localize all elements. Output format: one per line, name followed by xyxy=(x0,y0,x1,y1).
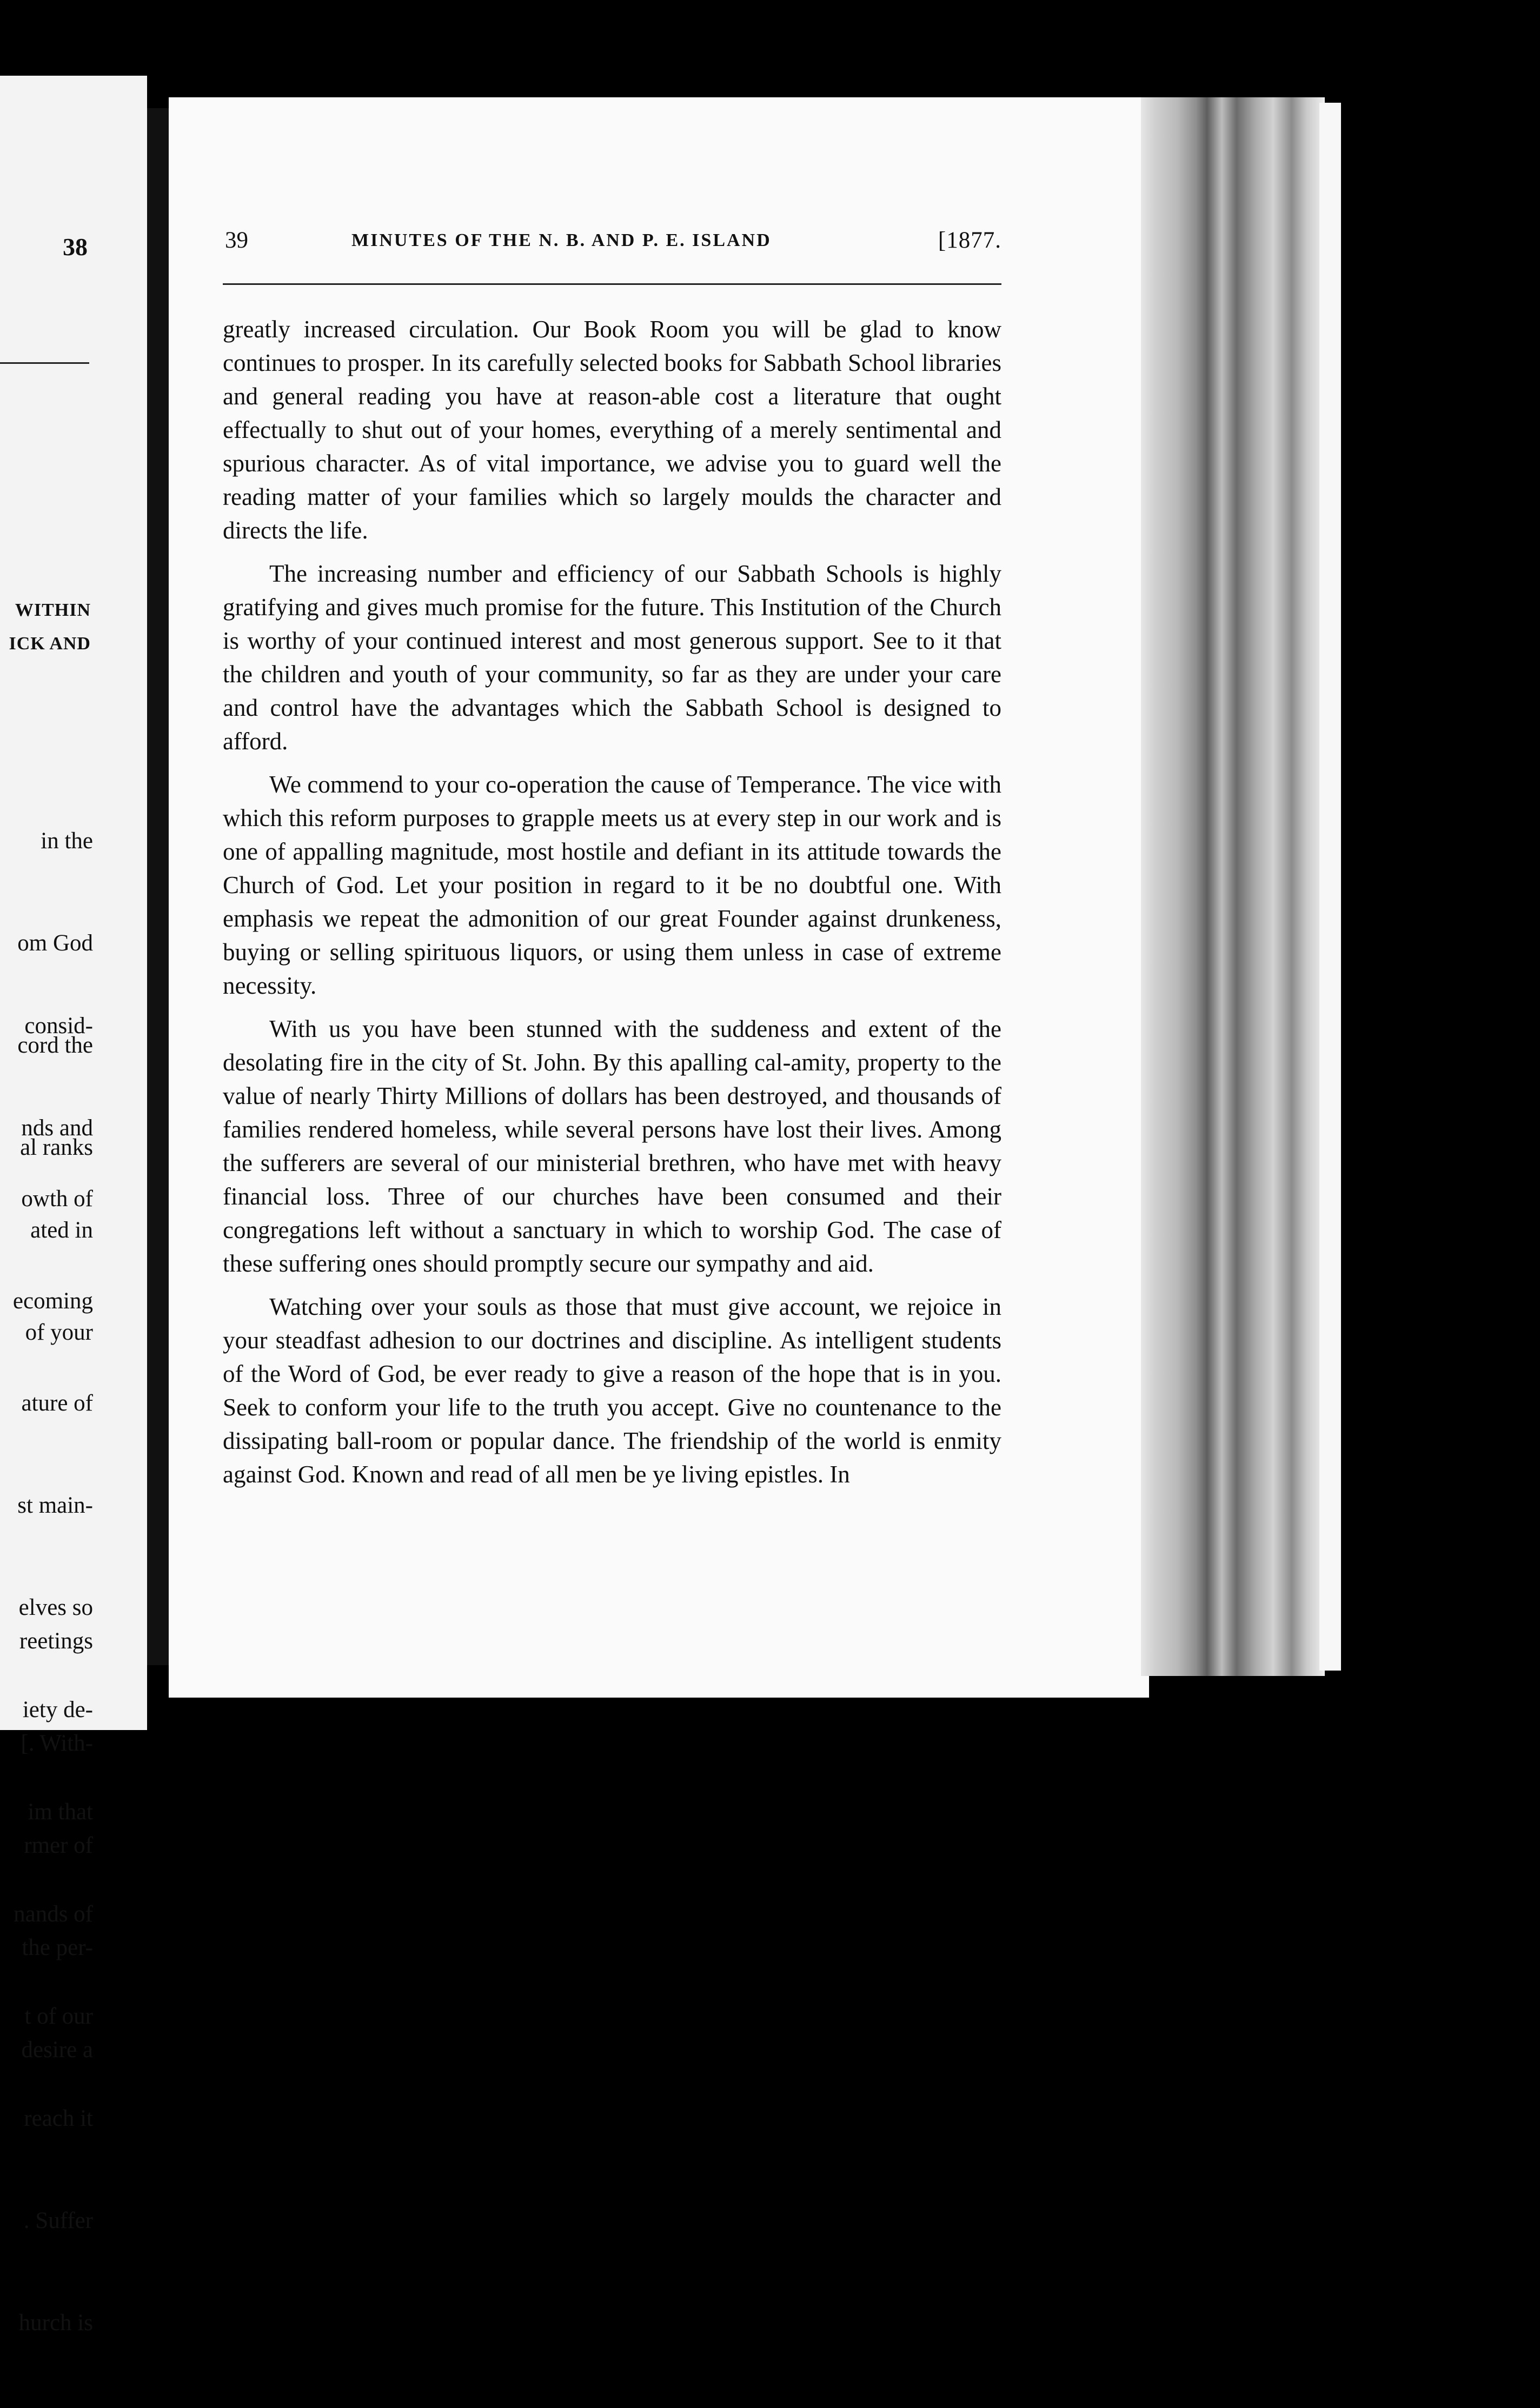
left-text-line: elves so xyxy=(18,1595,93,1620)
left-text-line: om God xyxy=(17,930,93,956)
left-text-line: ated in xyxy=(30,1218,93,1243)
left-text-line: of your xyxy=(25,1320,93,1345)
left-text-line: in the xyxy=(41,828,93,854)
left-text-line: al ranks xyxy=(20,1135,93,1160)
paragraph: With us you have been stunned with the suddeness and extent of the desolating fire in the city of St. John. By this apalling cal-amity, property to the value of nearly Thirty Millions of dollars has been destroyed, and thousands of families rendered homeless, while several persons have lost their lives. Among the sufferers are several of our ministerial brethren, who have met with heavy financial loss. Three of our churches have been consumed and their congregations left without a sanctuary in which to worship God. The case of these suffering ones should promptly secure our sympathy and aid. xyxy=(223,1015,1001,1277)
left-text-line: ature of xyxy=(21,1391,93,1416)
running-head: MINUTES OF THE N. B. AND P. E. ISLAND xyxy=(351,230,772,250)
paragraph: greatly increased circulation. Our Book Room you will be glad to know continues to prosper. In its carefully selected books for Sabbath School libraries and general reading you have at reason-able cost a literature that ought effectually to shut out of your homes, everything of a merely sentimental and spurious character. As of vital importance, we advise you to guard well the reading matter of your families which so largely moulds the character and directs the life. xyxy=(223,316,1001,544)
page-edge-highlight xyxy=(1319,103,1341,1671)
left-header-rule xyxy=(0,362,89,364)
left-text-line: st main- xyxy=(17,1493,93,1518)
left-text-line: reach it xyxy=(24,2106,93,2131)
left-text-line: ecoming xyxy=(12,1288,93,1314)
left-text-line: nds and xyxy=(21,1115,93,1141)
paragraph: We commend to your co-operation the cause of Temperance. The vice with which this reform purposes to grapple meets us at every step in our work and is one of appalling magnitude, most hostile and defiant in its attitude towards the Church of God. Let your position in regard to it be no doubtful one. With emphasis we repeat the admonition of our great Founder against drunkeness, buying or selling spirituous liquors, or using them unless in case of extreme necessity. xyxy=(223,771,1001,999)
paragraph: The increasing number and efficiency of our Sabbath Schools is highly gratifying and gives much promise for the future. This Institution of the Church is worthy of your continued interest and most generous support. See to it that the children and youth of your community, so far as they are under your care and control have the advantages which the Sabbath School is designed to afford. xyxy=(223,560,1001,755)
left-page-number: 38 xyxy=(63,233,88,261)
left-text-line: hurch is xyxy=(18,2310,93,2336)
body-text xyxy=(223,312,1001,1501)
paragraph: Watching over your souls as those that must give account, we rejoice in your steadfast adhesion to our doctrines and discipline. As intelligent students of the Word of God, be ever ready to give a reason of the hope that is in you. Seek to conform your life to the truth you accept. Give no countenance to the dissipating ball-room or popular dance. The friendship of the world is enmity against God. Known and read of all men be ye living epistles. In xyxy=(223,1293,1001,1488)
left-text-line: consid- xyxy=(24,1013,93,1039)
book-gutter xyxy=(147,108,169,1665)
left-heading-line: ICK AND xyxy=(9,634,91,654)
left-text-line: t of our xyxy=(24,2004,93,2029)
left-text-line: rmer of xyxy=(24,1833,93,1858)
page-number: 39 xyxy=(225,228,248,253)
left-text-line: . Suffer xyxy=(23,2208,93,2233)
page-header xyxy=(223,227,1001,260)
left-text-line: the per- xyxy=(22,1935,93,1960)
left-text-line: [. With- xyxy=(21,1731,93,1756)
left-text-block xyxy=(19,1556,93,2135)
left-text-line: desire a xyxy=(21,2037,93,2063)
left-text-line: owth of xyxy=(21,1186,93,1212)
left-heading-line: WITHIN xyxy=(15,600,91,620)
header-rule xyxy=(223,283,1001,285)
left-text-line: cord the xyxy=(17,1033,93,1058)
left-text-line: reetings xyxy=(19,1628,93,1654)
left-text-line: im that xyxy=(28,1799,93,1825)
left-text-line: nands of xyxy=(14,1901,93,1927)
left-text-line: iety de- xyxy=(22,1697,93,1722)
left-page xyxy=(0,76,147,2336)
year-marker: [1877. xyxy=(938,228,1001,253)
left-heading xyxy=(9,594,91,661)
page-edges xyxy=(1141,97,1325,1676)
